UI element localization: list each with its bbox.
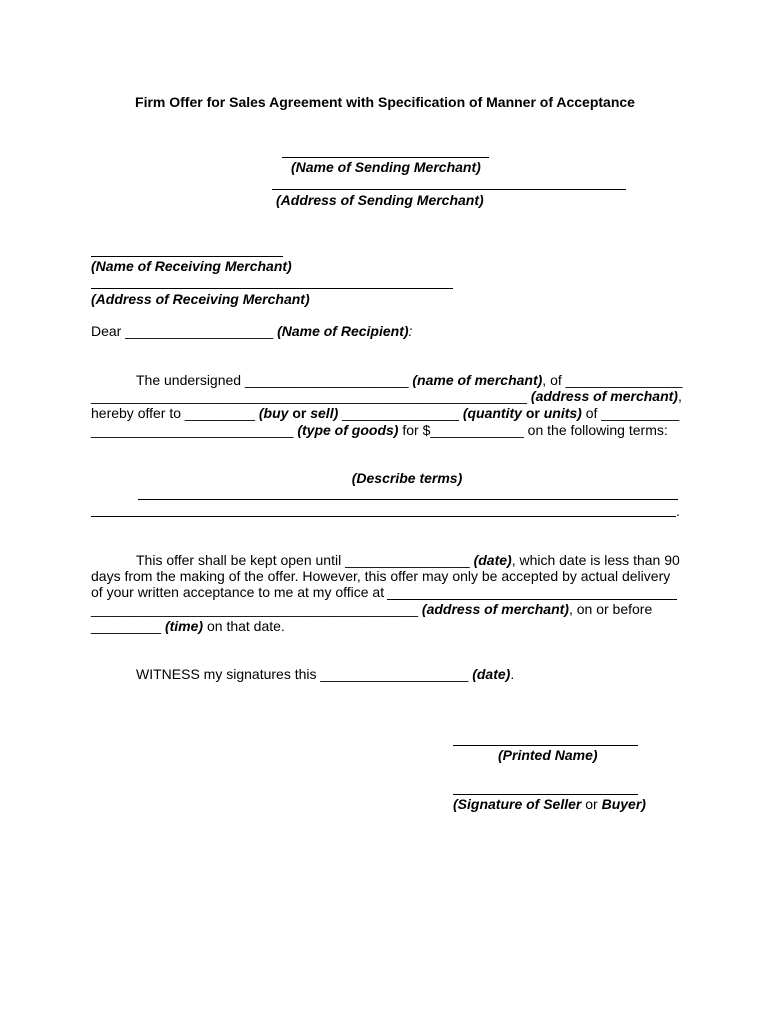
acceptance-line-1 <box>136 552 680 569</box>
salutation-recipient-label: (Name of Recipient) <box>277 323 409 339</box>
goods-blank: __________________________ <box>91 422 298 438</box>
witness-text: WITNESS my signatures this ___________________ <box>136 666 473 682</box>
printed-name-blank[interactable] <box>453 745 638 746</box>
printed-name-label: (Printed Name) <box>498 747 598 763</box>
witness-line <box>136 666 514 683</box>
document-title: Firm Offer for Sales Agreement with Specification of Manner of Acceptance <box>135 94 635 110</box>
offer-l1-text: The undersigned _____________________ <box>136 372 413 388</box>
signature-buyer-label: Buyer) <box>601 796 646 812</box>
salutation-colon: : <box>408 323 413 339</box>
witness-period: . <box>510 666 515 682</box>
offer-l1-tail: , of _______________ <box>542 372 683 388</box>
receiver-address-blank[interactable] <box>91 288 453 289</box>
salutation-dear: Dear ___________________ <box>91 323 278 339</box>
acceptance-l1-tail: , which date is less than 90 <box>511 552 680 568</box>
date-label: (date) <box>473 552 512 568</box>
sender-name-label: (Name of Sending Merchant) <box>291 159 481 175</box>
quantity-blank: _______________ <box>338 405 463 421</box>
or-label-2: or <box>521 405 544 421</box>
terms-blank-1[interactable] <box>138 499 678 500</box>
signature-label-line <box>453 796 646 813</box>
merchant-address-label: (address of merchant) <box>530 388 678 404</box>
acceptance-line-3: of your written acceptance to me at my office at <box>91 584 385 600</box>
offer-l4-tail: for $____________ on the following terms: <box>398 422 668 438</box>
merchant-name-label: (name of merchant) <box>412 372 543 388</box>
offer-line-2 <box>91 388 682 405</box>
terms-end-period: . <box>676 503 680 519</box>
describe-terms-label: (Describe terms) <box>351 470 463 486</box>
offer-line-3 <box>91 405 679 422</box>
sender-address-label: (Address of Sending Merchant) <box>276 192 484 208</box>
buy-label: (buy <box>258 405 289 421</box>
acceptance-l4-tail: , on or before <box>568 601 653 617</box>
sender-address-blank[interactable] <box>272 189 626 190</box>
acceptance-l1-text: This offer shall be kept open until ________________ <box>136 552 474 568</box>
receiver-name-label: (Name of Receiving Merchant) <box>91 258 292 274</box>
type-of-goods-label: (type of goods) <box>297 422 399 438</box>
offer-l3-text: hereby offer to _________ <box>91 405 259 421</box>
acceptance-l4-blank: __________________________________________ <box>91 601 422 617</box>
office-address-blank[interactable] <box>387 599 677 600</box>
signature-or: or <box>581 796 602 812</box>
units-label: units) <box>543 405 582 421</box>
offer-line-4 <box>91 422 668 439</box>
acceptance-line-4 <box>91 601 652 618</box>
sell-label: sell) <box>310 405 339 421</box>
signature-seller-label: (Signature of Seller <box>453 796 582 812</box>
time-label: (time) <box>164 618 204 634</box>
receiver-name-blank[interactable] <box>91 256 283 257</box>
time-blank: _________ <box>91 618 165 634</box>
acceptance-line-5 <box>91 618 285 635</box>
terms-blank-2[interactable] <box>91 516 676 517</box>
quantity-label: (quantity <box>462 405 522 421</box>
offer-l2-blank: ________________________________________________________ <box>91 388 531 404</box>
offer-line-1 <box>136 372 682 389</box>
acceptance-line-2: days from the making of the offer. However, this offer may only be accepted by actual delivery <box>91 568 671 584</box>
or-label: or <box>288 405 311 421</box>
signature-blank[interactable] <box>453 794 638 795</box>
receiver-address-label: (Address of Receiving Merchant) <box>91 291 310 307</box>
witness-date-label: (date) <box>472 666 511 682</box>
offer-l2-comma: , <box>677 388 682 404</box>
acceptance-l5-tail: on that date. <box>203 618 285 634</box>
office-address-label: (address of merchant) <box>421 601 569 617</box>
offer-l3-tail: of __________ <box>581 405 680 421</box>
sender-name-blank[interactable] <box>282 157 489 158</box>
salutation-line <box>91 323 412 340</box>
